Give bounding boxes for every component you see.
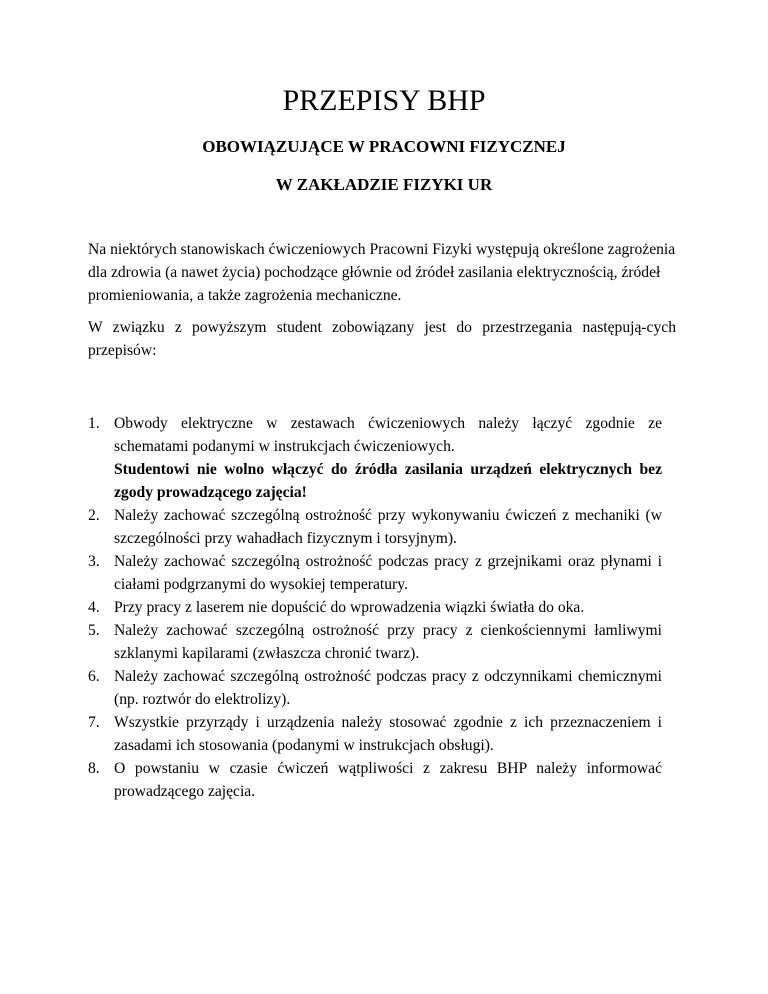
rule-item (88, 596, 662, 619)
rule-item (88, 412, 662, 504)
rule-number: 8. (88, 760, 100, 777)
rule-item (88, 711, 662, 757)
rule-item (88, 665, 662, 711)
rule-number: 2. (88, 507, 100, 524)
rule-item (88, 550, 662, 596)
rule-item (88, 619, 662, 665)
rule-number: 5. (88, 622, 100, 639)
rule-text: Należy zachować szczególną ostrożność podczas pracy z grzejnikami oraz płynami i ciałami podgrzanymi do wysokiej temperatury. (114, 553, 662, 593)
document-subtitle-2: W ZAKŁADZIE FIZYKI UR (275, 175, 493, 194)
obligation-paragraph: W związku z powyższym student zobowiązany jest do przestrzegania następują-cych przepisów: (88, 319, 676, 359)
rule-number: 3. (88, 553, 100, 570)
rule-text: Należy zachować szczególną ostrożność podczas pracy z odczynnikami chemicznymi (np. roztwór do elektrolizy). (114, 668, 662, 708)
rule-item (88, 504, 662, 550)
rule-text: Należy zachować szczególną ostrożność przy wykonywaniu ćwiczeń z mechaniki (w szczególności przy wahadłach fizycznym i torsyjnym). (114, 507, 662, 547)
rule-number: 7. (88, 714, 100, 731)
document-subtitle-1: OBOWIĄZUJĄCE W PRACOWNI FIZYCZNEJ (202, 137, 566, 156)
rules-list (88, 412, 662, 803)
rule-bold-note: Studentowi nie wolno włączyć do źródła zasilania urządzeń elektrycznych bez zgody prowadzącego zajęcia! (114, 461, 662, 501)
rule-number: 1. (88, 415, 100, 432)
rule-text: Przy pracy z laserem nie dopuścić do wprowadzenia wiązki światła do oka. (114, 599, 585, 616)
rule-text: Wszystkie przyrządy i urządzenia należy stosować zgodnie z ich przeznaczeniem i zasadami ich stosowania (podanymi w instrukcjach obsługi). (114, 714, 662, 754)
rule-item (88, 757, 662, 803)
intro-paragraph: Na niektórych stanowiskach ćwiczeniowych Pracowni Fizyki występują określone zagrożenia dla zdrowia (a nawet życia) pochodzące głównie od źródeł zasilania elektrycznością, źródeł promieniowania, a także zagrożenia mechaniczne. (88, 241, 676, 304)
rule-number: 4. (88, 599, 100, 616)
rule-text: Należy zachować szczególną ostrożność przy pracy z cienkościennymi łamliwymi szklanymi kapilarami (zwłaszcza chronić twarz). (114, 622, 662, 662)
rule-number: 6. (88, 668, 100, 685)
document-title: PRZEPISY BHP (282, 84, 486, 117)
rule-text: Obwody elektryczne w zestawach ćwiczeniowych należy łączyć zgodnie ze schematami podanymi w instrukcjach ćwiczeniowych. (114, 415, 662, 455)
rule-text: O powstaniu w czasie ćwiczeń wątpliwości z zakresu BHP należy informować prowadzącego zajęcia. (114, 760, 662, 800)
